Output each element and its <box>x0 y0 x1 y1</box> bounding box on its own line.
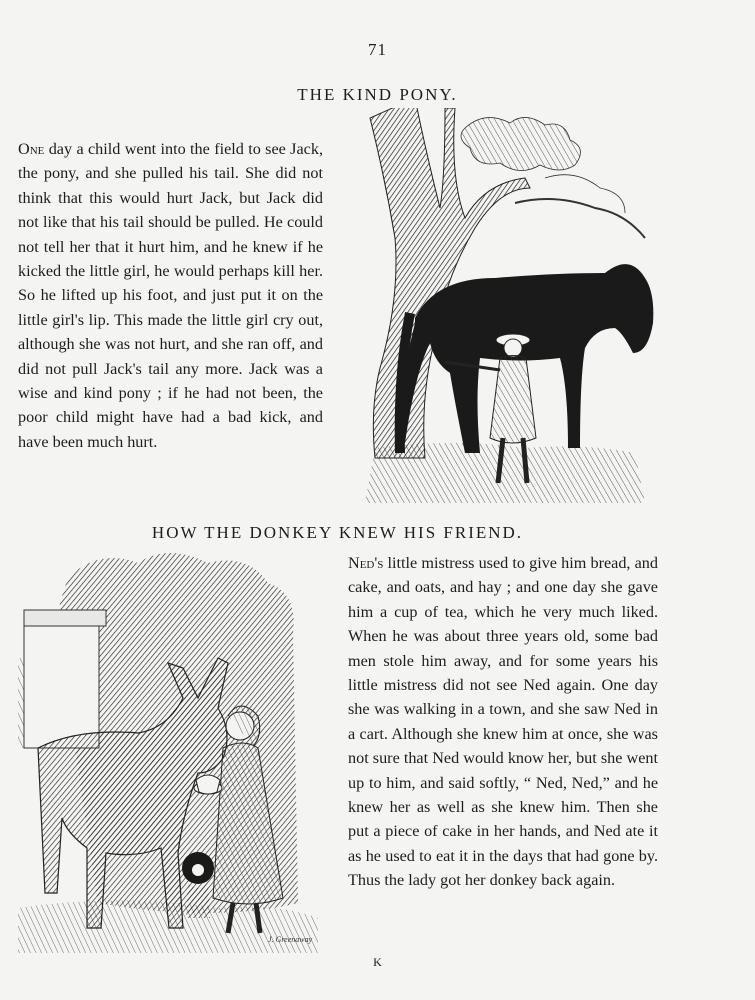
story-body: little mistress used to give him bread, and cake, and oats, and hay ; and one day she gave him a cup of tea, which he very much liked. When he was about three years old, some bad men stole him away, and for some years his little mistress did not see Ned again. One day she was walking in a town, and she saw Ned in a cart. Although she knew him at once, she was not sure that Ned would know her, but she went up to him, and said softly, “ Ned, Ned,” and he knew her as well as she knew him. Then she put a piece of cake in her hands, and Ned ate it as he used to eat it in the days that had gone by. Thus the lady got her donkey back again. <box>348 554 658 890</box>
tree-foliage <box>461 117 645 238</box>
illustrator-signature: J. Greenaway <box>268 935 313 944</box>
story-lead-word: One <box>18 140 45 158</box>
story-text-donkey <box>348 551 658 893</box>
stone-wall <box>18 610 106 748</box>
ground <box>365 443 645 503</box>
story-title-donkey: HOW THE DONKEY KNEW HIS FRIEND. <box>151 523 524 543</box>
story-title-kind-pony: THE KIND PONY. <box>297 85 458 105</box>
page-number: 71 <box>368 40 387 59</box>
story-lead-word: Ned's <box>348 554 384 572</box>
story-body: day a child went into the field to see Jack, the pony, and she pulled his tail. She did not think that this would hurt Jack, but Jack did not like that his tail should be pulled. He could not tell her that it hurt him, and he knew if he kicked the little girl, he would perhaps kill her. So he lifted up his foot, and just put it on the little girl's lip. This made the little girl cry out, although she was not hurt, and she ran off, and did not pull Jack's tail any more. Jack was a wise and kind pony ; if he had not been, the poor child might have had a bad kick, and have been much hurt. <box>18 140 323 451</box>
printer-signature-mark: K <box>373 955 382 969</box>
story-text-kind-pony <box>18 137 323 454</box>
pony-illustration <box>355 108 655 508</box>
donkey-illustration <box>18 548 323 953</box>
